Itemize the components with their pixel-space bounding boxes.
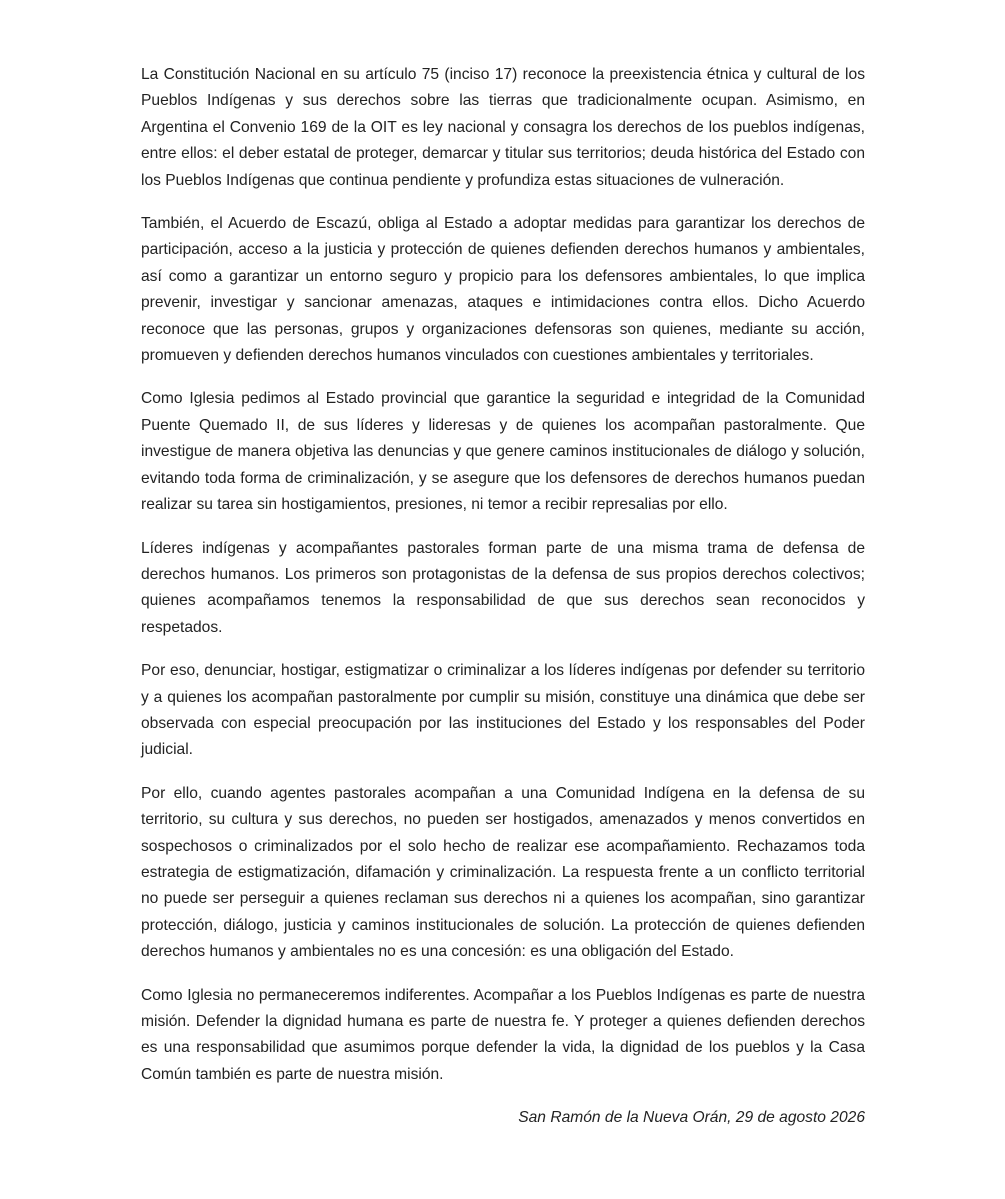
paragraph-constitution: La Constitución Nacional en su artículo 75 (inciso 17) reconoce la preexistencia étnica y cultural de los Pueblos Indígenas y sus derechos sobre las tierras que tradicionalmente ocupan. Asimismo, en Argentina el Convenio 169 de la OIT es ley nacional y consagra los derechos de los pueblos indígenas, entre ellos: el deber estatal de proteger, demarcar y titular sus territorios; deuda histórica del Estado con los Pueblos Indígenas que continua pendiente y profundiza estas situaciones de vulneración.: [141, 66, 865, 189]
document-page: [141, 62, 865, 1132]
signature-place-date: San Ramón de la Nueva Orán, 29 de agosto 2026: [518, 1109, 865, 1127]
paragraph-pastoral-agents: Por ello, cuando agentes pastorales acompañan a una Comunidad Indígena en la defensa de su territorio, su cultura y sus derechos, no pueden ser hostigados, amenazados y menos convertidos en sospechosos o criminalizados por el solo hecho de realizar ese acompañamiento. Rechazamos toda estrategia de estigmatización, difamación y criminalización. La respuesta frente a un conflicto territorial no puede ser perseguir a quienes reclaman sus derechos ni a quienes los acompañan, sino garantizar protección, diálogo, justicia y caminos institucionales de solución. La protección de quienes defienden derechos humanos y ambientales no es una concesión: es una obligación del Estado.: [141, 784, 865, 961]
paragraph-church-request: Como Iglesia pedimos al Estado provincial que garantice la seguridad e integridad de la Comunidad Puente Quemado II, de sus líderes y lideresas y de quienes los acompañan pastoralmente. Que investigue de manera objetiva las denuncias y que genere caminos institucionales de diálogo y solución, evitando toda forma de criminalización, y se asegure que los defensores de derechos humanos puedan realizar su tarea sin hostigamientos, presiones, ni temor a recibir represalias por ello.: [141, 390, 865, 514]
paragraph-escazu: También, el Acuerdo de Escazú, obliga al Estado a adoptar medidas para garantizar los derechos de participación, acceso a la justicia y protección de quienes defienden derechos humanos y ambientales, así como a garantizar un entorno seguro y propicio para los defensores ambientales, lo que implica prevenir, investigar y sancionar amenazas, ataques e intimidaciones contra ellos. Dicho Acuerdo reconoce que las personas, grupos y organizaciones defensoras son quienes, mediante su acción, promueven y defienden derechos humanos vinculados con cuestiones ambientales y territoriales.: [141, 215, 865, 365]
paragraph-denounce: Por eso, denunciar, hostigar, estigmatizar o criminalizar a los líderes indígenas por defender su territorio y a quienes los acompañan pastoralmente por cumplir su misión, constituye una dinámica que debe ser observada con especial preocupación por las instituciones del Estado y los responsables del Poder judicial.: [141, 662, 865, 759]
paragraph-closing: Como Iglesia no permaneceremos indiferentes. Acompañar a los Pueblos Indígenas es parte de nuestra misión. Defender la dignidad humana es parte de nuestra fe. Y proteger a quienes defienden derechos es una responsabilidad que asumimos porque defender la vida, la dignidad de los pueblos y la Casa Común también es parte de nuestra misión.: [141, 986, 865, 1083]
paragraph-leaders: Líderes indígenas y acompañantes pastorales forman parte de una misma trama de defensa de derechos humanos. Los primeros son protagonistas de la defensa de sus propios derechos colectivos; quienes acompañamos tenemos la responsabilidad de que sus derechos sean reconocidos y respetados.: [141, 539, 865, 636]
